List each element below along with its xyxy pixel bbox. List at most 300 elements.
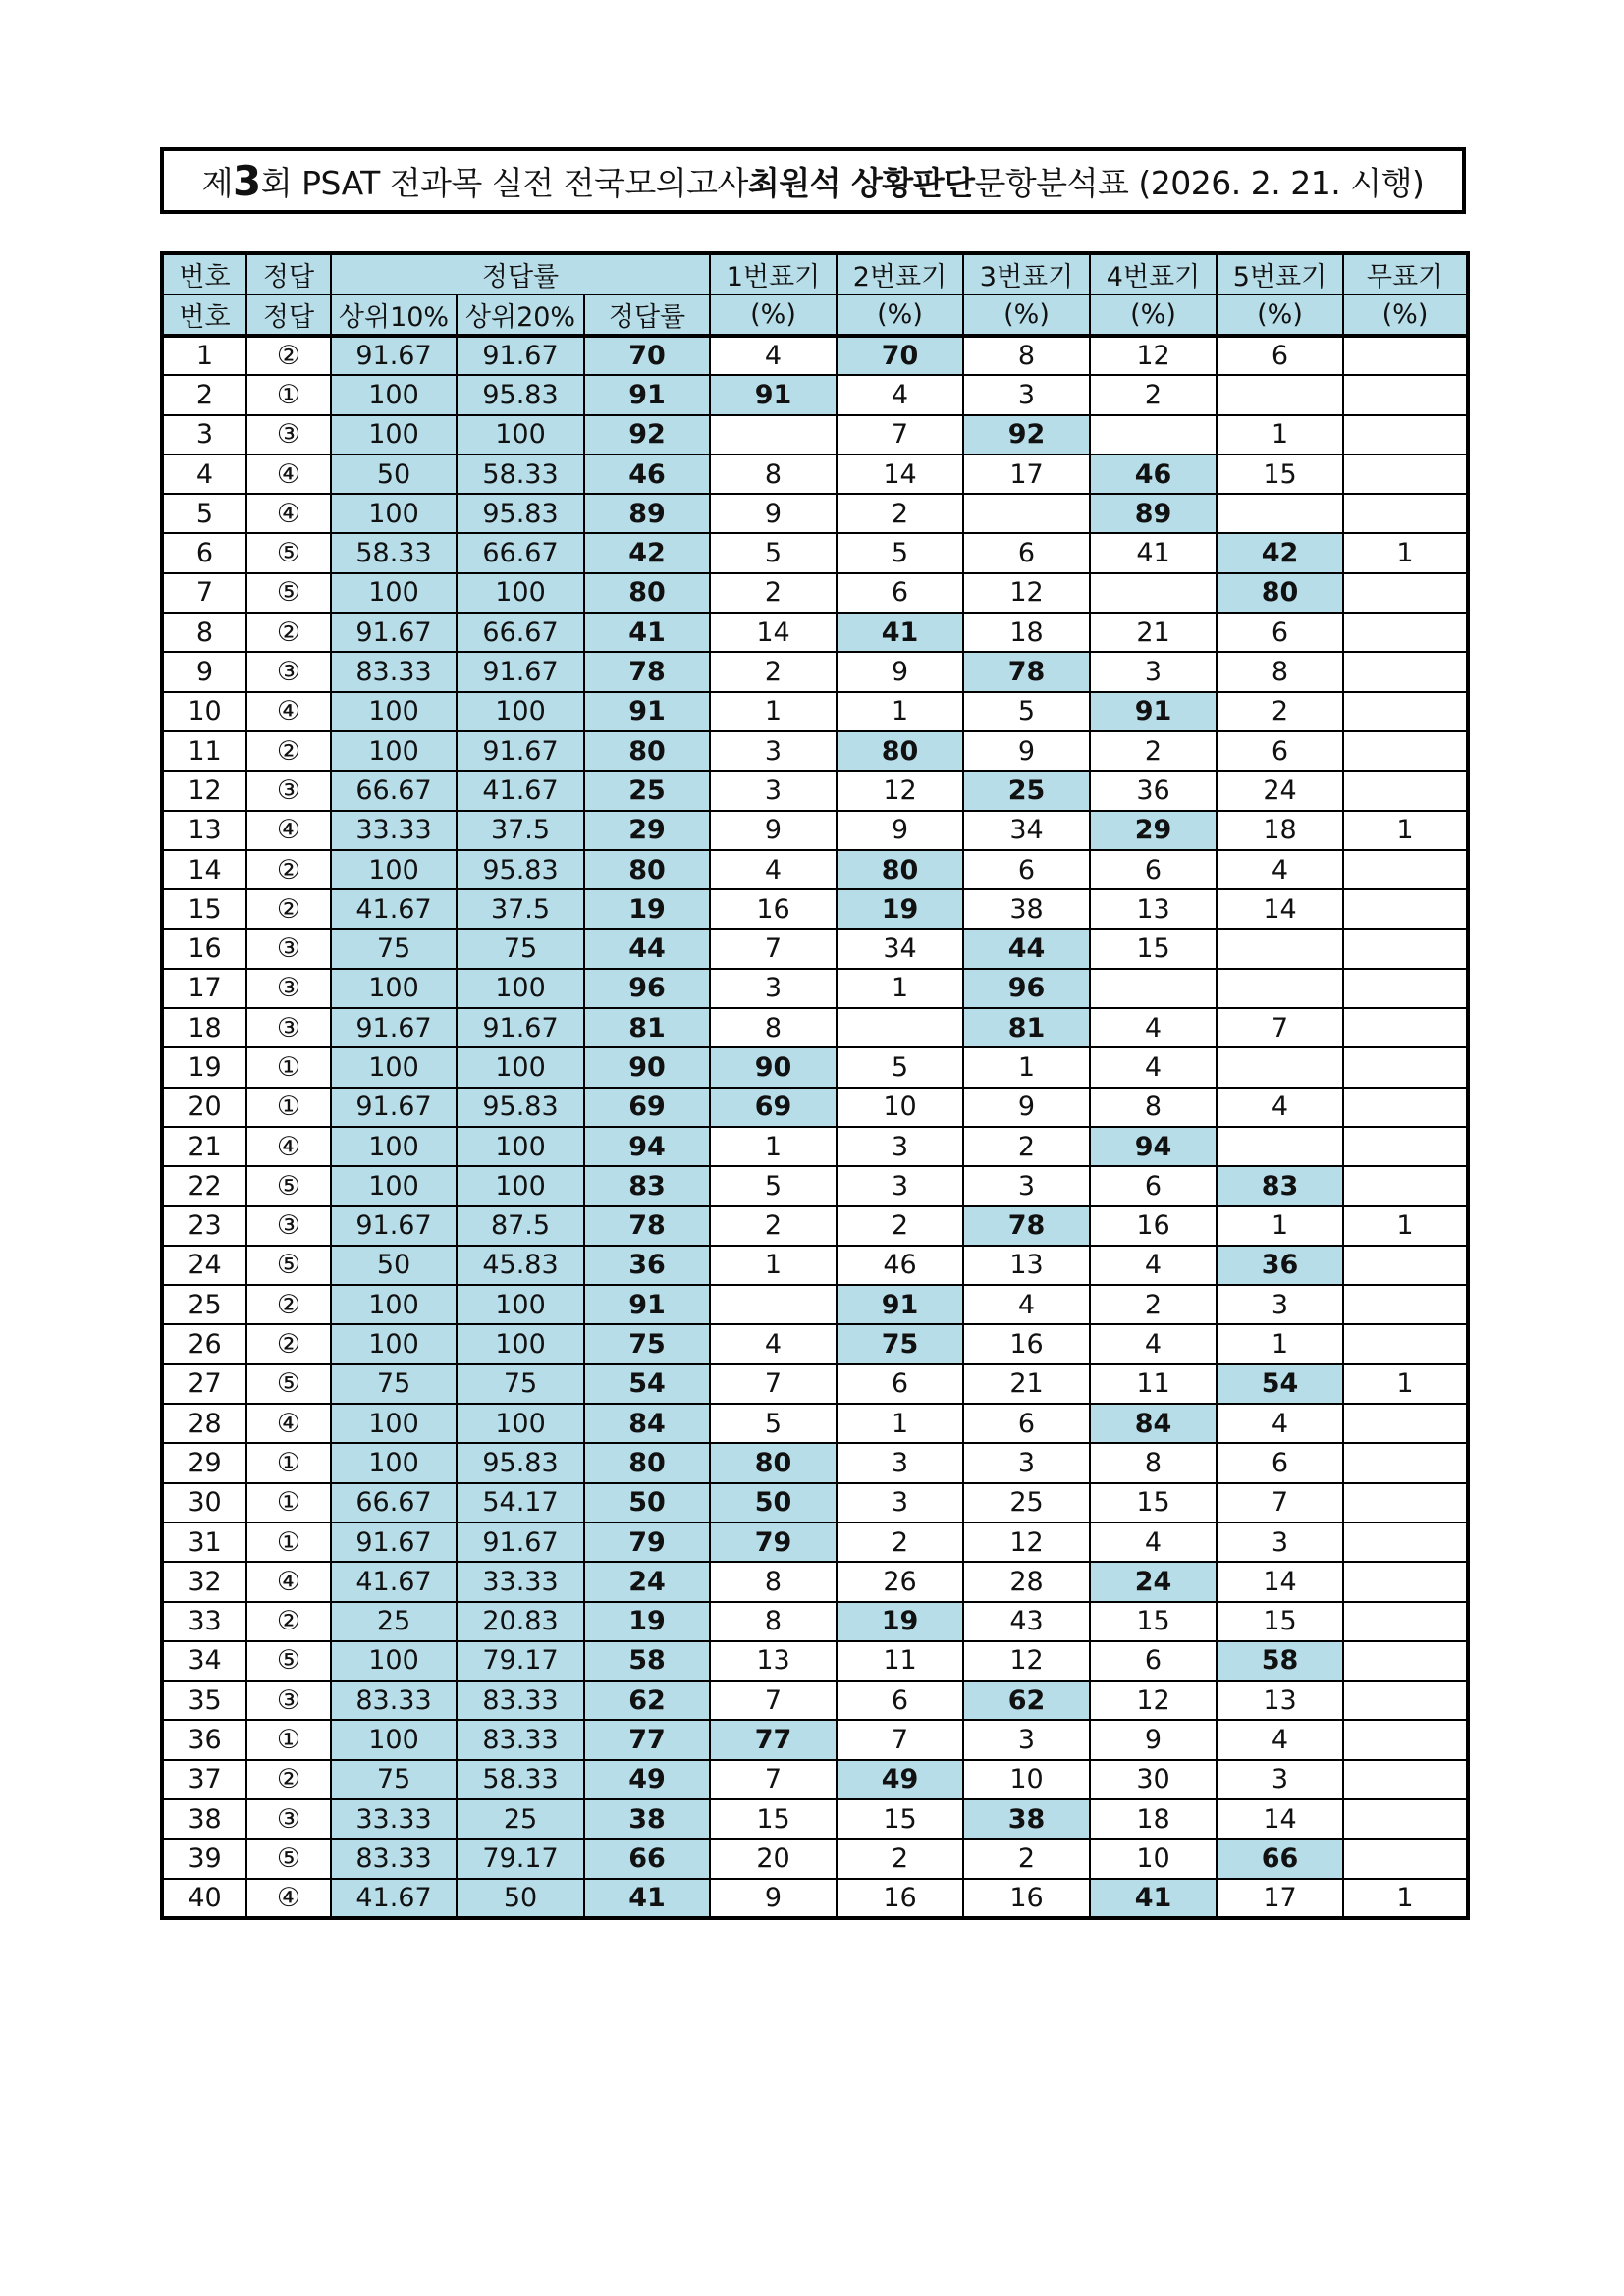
no-mark-pct (1343, 1088, 1468, 1127)
table-row (162, 1720, 1468, 1759)
choice-2-pct: 2 (837, 1206, 963, 1246)
table-row (162, 613, 1468, 652)
choice-3-pct (963, 494, 1090, 533)
correct-rate: 58 (584, 1641, 710, 1681)
top10-rate: 91.67 (331, 1088, 457, 1127)
correct-answer: ③ (246, 929, 331, 968)
choice-4-pct: 4 (1090, 1246, 1217, 1285)
correct-answer: ① (246, 1522, 331, 1562)
choice-1-pct: 90 (710, 1047, 837, 1087)
choice-2-pct: 4 (837, 375, 963, 414)
choice-2-pct: 75 (837, 1324, 963, 1363)
choice-2-pct: 2 (837, 494, 963, 533)
choice-5-pct: 15 (1217, 1602, 1343, 1641)
question-number: 21 (162, 1127, 246, 1166)
title-subject: 최원석 상황판단 (747, 163, 975, 202)
top10-rate: 83.33 (331, 652, 457, 691)
choice-1-pct: 4 (710, 336, 837, 375)
top10-rate: 100 (331, 692, 457, 731)
correct-answer: ③ (246, 652, 331, 691)
choice-5-pct: 3 (1217, 1285, 1343, 1324)
top20-rate: 25 (457, 1799, 584, 1839)
correct-rate: 80 (584, 1443, 710, 1482)
choice-5-pct (1217, 969, 1343, 1008)
top20-rate: 100 (457, 573, 584, 613)
top20-rate: 41.67 (457, 771, 584, 810)
question-number: 36 (162, 1720, 246, 1759)
question-number: 33 (162, 1602, 246, 1641)
no-mark-pct (1343, 1602, 1468, 1641)
question-number: 6 (162, 533, 246, 572)
top20-rate: 95.83 (457, 1443, 584, 1482)
top10-rate: 100 (331, 1443, 457, 1482)
top10-rate: 100 (331, 1166, 457, 1205)
top20-rate: 37.5 (457, 889, 584, 929)
correct-rate: 29 (584, 811, 710, 850)
top10-rate: 41.67 (331, 1879, 457, 1918)
choice-3-pct: 12 (963, 1641, 1090, 1681)
choice-4-pct: 2 (1090, 1285, 1217, 1324)
no-mark-pct (1343, 1681, 1468, 1720)
correct-answer: ② (246, 1602, 331, 1641)
correct-rate: 54 (584, 1364, 710, 1404)
choice-3-pct: 3 (963, 1166, 1090, 1205)
table-row (162, 889, 1468, 929)
title-exam-name: 회 PSAT 전과목 실전 전국모의고사 (260, 163, 748, 202)
table-row (162, 1641, 1468, 1681)
no-mark-pct (1343, 1008, 1468, 1047)
choice-2-pct: 91 (837, 1285, 963, 1324)
top10-rate: 58.33 (331, 533, 457, 572)
correct-rate: 46 (584, 454, 710, 494)
question-number: 40 (162, 1879, 246, 1918)
table-row (162, 811, 1468, 850)
correct-answer: ③ (246, 415, 331, 454)
choice-4-pct: 6 (1090, 850, 1217, 889)
choice-2-pct: 46 (837, 1246, 963, 1285)
correct-rate: 36 (584, 1246, 710, 1285)
choice-5-pct: 2 (1217, 692, 1343, 731)
choice-5-pct: 8 (1217, 652, 1343, 691)
correct-answer: ③ (246, 771, 331, 810)
no-mark-pct (1343, 1324, 1468, 1363)
correct-rate: 69 (584, 1088, 710, 1127)
choice-3-pct: 78 (963, 1206, 1090, 1246)
correct-answer: ⑤ (246, 533, 331, 572)
question-number: 34 (162, 1641, 246, 1681)
correct-answer: ④ (246, 692, 331, 731)
top10-rate: 41.67 (331, 889, 457, 929)
choice-1-pct: 8 (710, 454, 837, 494)
choice-1-pct: 79 (710, 1522, 837, 1562)
top10-rate: 91.67 (331, 1522, 457, 1562)
question-number: 38 (162, 1799, 246, 1839)
no-mark-pct (1343, 889, 1468, 929)
table-row (162, 850, 1468, 889)
choice-4-pct: 84 (1090, 1404, 1217, 1443)
choice-3-pct: 34 (963, 811, 1090, 850)
choice-4-pct: 4 (1090, 1008, 1217, 1047)
table-row (162, 652, 1468, 691)
correct-rate: 84 (584, 1404, 710, 1443)
choice-5-pct: 17 (1217, 1879, 1343, 1918)
choice-5-pct: 80 (1217, 573, 1343, 613)
header-choice-4: 4번표기 (1090, 253, 1217, 294)
top10-rate: 100 (331, 1285, 457, 1324)
choice-1-pct: 5 (710, 533, 837, 572)
choice-1-pct: 2 (710, 652, 837, 691)
correct-rate: 79 (584, 1522, 710, 1562)
choice-1-pct: 2 (710, 1206, 837, 1246)
correct-rate: 83 (584, 1166, 710, 1205)
question-number: 18 (162, 1008, 246, 1047)
header-choice-2: 2번표기 (837, 253, 963, 294)
choice-3-pct: 3 (963, 1720, 1090, 1759)
table-row (162, 1246, 1468, 1285)
choice-4-pct: 89 (1090, 494, 1217, 533)
choice-1-pct: 69 (710, 1088, 837, 1127)
choice-1-pct: 16 (710, 889, 837, 929)
choice-5-pct: 13 (1217, 1681, 1343, 1720)
choice-5-pct: 15 (1217, 454, 1343, 494)
header-number: 번호 (162, 253, 246, 294)
choice-2-pct: 6 (837, 1681, 963, 1720)
top10-rate: 100 (331, 1047, 457, 1087)
no-mark-pct (1343, 929, 1468, 968)
choice-2-pct: 2 (837, 1839, 963, 1878)
title-prefix: 제 (201, 163, 234, 202)
choice-5-pct: 1 (1217, 1324, 1343, 1363)
no-mark-pct (1343, 573, 1468, 613)
choice-5-pct: 18 (1217, 811, 1343, 850)
no-mark-pct (1343, 850, 1468, 889)
no-mark-pct (1343, 1641, 1468, 1681)
choice-4-pct: 46 (1090, 454, 1217, 494)
choice-1-pct: 1 (710, 692, 837, 731)
top20-rate: 87.5 (457, 1206, 584, 1246)
choice-4-pct: 94 (1090, 1127, 1217, 1166)
choice-4-pct: 11 (1090, 1364, 1217, 1404)
choice-2-pct (837, 1008, 963, 1047)
question-number: 30 (162, 1483, 246, 1522)
top20-rate: 100 (457, 415, 584, 454)
top20-rate: 100 (457, 1047, 584, 1087)
choice-1-pct: 14 (710, 613, 837, 652)
choice-4-pct: 15 (1090, 1483, 1217, 1522)
choice-4-pct: 41 (1090, 533, 1217, 572)
choice-1-pct: 77 (710, 1720, 837, 1759)
table-row (162, 1681, 1468, 1720)
table-row (162, 1127, 1468, 1166)
top10-rate: 100 (331, 1324, 457, 1363)
table-row (162, 1404, 1468, 1443)
top20-rate: 91.67 (457, 731, 584, 771)
top10-rate: 100 (331, 731, 457, 771)
choice-1-pct: 7 (710, 1364, 837, 1404)
correct-answer: ③ (246, 1206, 331, 1246)
top10-rate: 41.67 (331, 1562, 457, 1601)
correct-answer: ③ (246, 1799, 331, 1839)
top20-rate: 100 (457, 1166, 584, 1205)
correct-rate: 78 (584, 652, 710, 691)
correct-answer: ② (246, 1760, 331, 1799)
choice-4-pct: 6 (1090, 1166, 1217, 1205)
table-row (162, 1324, 1468, 1363)
choice-5-pct: 6 (1217, 1443, 1343, 1482)
top20-rate: 83.33 (457, 1681, 584, 1720)
correct-answer: ④ (246, 1879, 331, 1918)
top10-rate: 100 (331, 1404, 457, 1443)
correct-rate: 94 (584, 1127, 710, 1166)
no-mark-pct (1343, 1799, 1468, 1839)
choice-2-pct: 3 (837, 1166, 963, 1205)
choice-4-pct: 8 (1090, 1088, 1217, 1127)
table-row (162, 454, 1468, 494)
choice-1-pct: 8 (710, 1562, 837, 1601)
choice-1-pct: 50 (710, 1483, 837, 1522)
choice-5-pct: 54 (1217, 1364, 1343, 1404)
header-row-1 (162, 253, 1468, 294)
table-row (162, 1760, 1468, 1799)
table-row (162, 1562, 1468, 1601)
no-mark-pct (1343, 1839, 1468, 1878)
table-row (162, 1047, 1468, 1087)
no-mark-pct (1343, 1285, 1468, 1324)
choice-2-pct: 9 (837, 652, 963, 691)
choice-3-pct: 44 (963, 929, 1090, 968)
correct-rate: 41 (584, 613, 710, 652)
choice-4-pct: 12 (1090, 336, 1217, 375)
choice-2-pct: 6 (837, 1364, 963, 1404)
top20-rate: 66.67 (457, 533, 584, 572)
no-mark-pct (1343, 969, 1468, 1008)
title-suffix: 문항분석표 (2026. 2. 21. 시행) (974, 163, 1425, 202)
table-row (162, 1285, 1468, 1324)
choice-3-pct: 3 (963, 1443, 1090, 1482)
correct-rate: 89 (584, 494, 710, 533)
table-row (162, 494, 1468, 533)
header-answer: 정답 (246, 253, 331, 294)
choice-4-pct: 13 (1090, 889, 1217, 929)
choice-2-pct: 34 (837, 929, 963, 968)
correct-rate: 42 (584, 533, 710, 572)
question-number: 7 (162, 573, 246, 613)
correct-answer: ② (246, 336, 331, 375)
choice-5-pct: 6 (1217, 731, 1343, 771)
table-row (162, 1602, 1468, 1641)
header-unit: (%) (1090, 294, 1217, 336)
question-number: 12 (162, 771, 246, 810)
header-unit: (%) (837, 294, 963, 336)
choice-4-pct (1090, 969, 1217, 1008)
choice-4-pct: 6 (1090, 1641, 1217, 1681)
correct-rate: 80 (584, 573, 710, 613)
no-mark-pct (1343, 1720, 1468, 1759)
question-number: 4 (162, 454, 246, 494)
choice-5-pct: 4 (1217, 1720, 1343, 1759)
no-mark-pct (1343, 1483, 1468, 1522)
choice-2-pct: 12 (837, 771, 963, 810)
no-mark-pct (1343, 1443, 1468, 1482)
choice-5-pct: 14 (1217, 1562, 1343, 1601)
choice-1-pct: 13 (710, 1641, 837, 1681)
choice-2-pct: 14 (837, 454, 963, 494)
question-number: 25 (162, 1285, 246, 1324)
question-number: 27 (162, 1364, 246, 1404)
no-mark-pct (1343, 1404, 1468, 1443)
choice-3-pct: 8 (963, 336, 1090, 375)
table-row (162, 1799, 1468, 1839)
choice-3-pct: 9 (963, 731, 1090, 771)
table-row (162, 1088, 1468, 1127)
correct-rate: 62 (584, 1681, 710, 1720)
choice-2-pct: 70 (837, 336, 963, 375)
table-row (162, 533, 1468, 572)
choice-1-pct: 5 (710, 1166, 837, 1205)
question-number: 37 (162, 1760, 246, 1799)
choice-5-pct: 6 (1217, 613, 1343, 652)
choice-1-pct: 9 (710, 1879, 837, 1918)
choice-2-pct: 7 (837, 1720, 963, 1759)
choice-3-pct: 96 (963, 969, 1090, 1008)
no-mark-pct: 1 (1343, 1364, 1468, 1404)
correct-answer: ④ (246, 1127, 331, 1166)
no-mark-pct: 1 (1343, 533, 1468, 572)
correct-rate: 49 (584, 1760, 710, 1799)
choice-3-pct: 38 (963, 1799, 1090, 1839)
choice-4-pct: 18 (1090, 1799, 1217, 1839)
choice-4-pct: 2 (1090, 731, 1217, 771)
choice-1-pct: 9 (710, 811, 837, 850)
correct-answer: ⑤ (246, 1364, 331, 1404)
choice-1-pct: 3 (710, 771, 837, 810)
choice-1-pct: 1 (710, 1127, 837, 1166)
top10-rate: 100 (331, 1641, 457, 1681)
choice-4-pct: 8 (1090, 1443, 1217, 1482)
question-number: 29 (162, 1443, 246, 1482)
top20-rate: 33.33 (457, 1562, 584, 1601)
top20-rate: 95.83 (457, 1088, 584, 1127)
no-mark-pct (1343, 1127, 1468, 1166)
choice-3-pct: 2 (963, 1839, 1090, 1878)
top10-rate: 83.33 (331, 1839, 457, 1878)
choice-2-pct: 10 (837, 1088, 963, 1127)
correct-rate: 78 (584, 1206, 710, 1246)
correct-rate: 80 (584, 731, 710, 771)
choice-5-pct: 66 (1217, 1839, 1343, 1878)
table-row (162, 1166, 1468, 1205)
choice-1-pct: 80 (710, 1443, 837, 1482)
top20-rate: 58.33 (457, 454, 584, 494)
choice-2-pct: 19 (837, 1602, 963, 1641)
no-mark-pct (1343, 375, 1468, 414)
table-row (162, 1206, 1468, 1246)
correct-answer: ⑤ (246, 1166, 331, 1205)
title-exam-number: 3 (233, 156, 261, 205)
question-number: 9 (162, 652, 246, 691)
choice-5-pct: 1 (1217, 415, 1343, 454)
choice-4-pct: 41 (1090, 1879, 1217, 1918)
no-mark-pct (1343, 652, 1468, 691)
top20-rate: 91.67 (457, 1522, 584, 1562)
top20-rate: 45.83 (457, 1246, 584, 1285)
top20-rate: 50 (457, 1879, 584, 1918)
header-number: 번호 (162, 294, 246, 336)
choice-1-pct: 7 (710, 929, 837, 968)
choice-4-pct: 91 (1090, 692, 1217, 731)
page-title (160, 147, 1466, 214)
correct-rate: 50 (584, 1483, 710, 1522)
choice-2-pct: 3 (837, 1483, 963, 1522)
choice-1-pct: 15 (710, 1799, 837, 1839)
question-number: 15 (162, 889, 246, 929)
top20-rate: 95.83 (457, 494, 584, 533)
choice-1-pct: 2 (710, 573, 837, 613)
correct-answer: ① (246, 1088, 331, 1127)
correct-answer: ① (246, 375, 331, 414)
question-number: 32 (162, 1562, 246, 1601)
choice-3-pct: 12 (963, 1522, 1090, 1562)
question-number: 22 (162, 1166, 246, 1205)
question-number: 13 (162, 811, 246, 850)
question-number: 11 (162, 731, 246, 771)
top10-rate: 50 (331, 454, 457, 494)
table-row (162, 1483, 1468, 1522)
top10-rate: 83.33 (331, 1681, 457, 1720)
choice-3-pct: 17 (963, 454, 1090, 494)
correct-rate: 19 (584, 889, 710, 929)
choice-1-pct: 4 (710, 850, 837, 889)
header-choice-3: 3번표기 (963, 253, 1090, 294)
choice-5-pct: 3 (1217, 1760, 1343, 1799)
no-mark-pct (1343, 1562, 1468, 1601)
no-mark-pct (1343, 1047, 1468, 1087)
choice-5-pct (1217, 1127, 1343, 1166)
choice-2-pct: 9 (837, 811, 963, 850)
correct-rate: 70 (584, 336, 710, 375)
correct-rate: 75 (584, 1324, 710, 1363)
top10-rate: 100 (331, 573, 457, 613)
correct-answer: ② (246, 613, 331, 652)
question-number: 2 (162, 375, 246, 414)
choice-2-pct: 49 (837, 1760, 963, 1799)
choice-2-pct: 26 (837, 1562, 963, 1601)
no-mark-pct: 1 (1343, 1879, 1468, 1918)
header-no-mark: 무표기 (1343, 253, 1468, 294)
choice-3-pct: 18 (963, 613, 1090, 652)
top20-rate: 100 (457, 692, 584, 731)
no-mark-pct (1343, 1246, 1468, 1285)
correct-answer: ② (246, 731, 331, 771)
choice-3-pct: 81 (963, 1008, 1090, 1047)
question-number: 20 (162, 1088, 246, 1127)
choice-1-pct: 8 (710, 1602, 837, 1641)
table-row (162, 1522, 1468, 1562)
question-number: 8 (162, 613, 246, 652)
correct-rate: 19 (584, 1602, 710, 1641)
choice-4-pct: 2 (1090, 375, 1217, 414)
choice-3-pct: 9 (963, 1088, 1090, 1127)
choice-2-pct: 3 (837, 1127, 963, 1166)
top20-rate: 91.67 (457, 336, 584, 375)
no-mark-pct (1343, 1522, 1468, 1562)
choice-1-pct: 7 (710, 1681, 837, 1720)
top20-rate: 100 (457, 1404, 584, 1443)
choice-4-pct (1090, 573, 1217, 613)
top10-rate: 91.67 (331, 1206, 457, 1246)
choice-4-pct: 4 (1090, 1324, 1217, 1363)
question-number: 31 (162, 1522, 246, 1562)
